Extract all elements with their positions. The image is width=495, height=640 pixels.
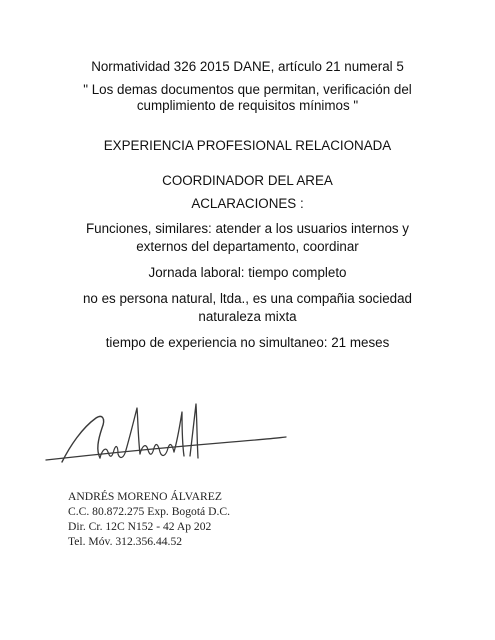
experience-time: tiempo de experiencia no simultaneo: 21 meses [105, 335, 390, 350]
functions-line-2: externos del departamento, coordinar [136, 239, 359, 254]
entity-line-1: no es persona natural, ltda., es una compañia sociedad [82, 291, 413, 306]
position-title: COORDINADOR DEL AREA [162, 173, 333, 188]
entity-line-2: naturaleza mixta [198, 309, 297, 324]
regulation-reference: Normatividad 326 2015 DANE, artículo 21 numeral 5 [91, 59, 404, 74]
regulation-quote-line-1: " Los demas documentos que permitan, verificación del [83, 82, 412, 97]
section-title: EXPERIENCIA PROFESIONAL RELACIONADA [103, 138, 392, 153]
regulation-quote-line-2: cumplimiento de requisitos mínimos " [136, 98, 359, 113]
functions-line-1: Funciones, similares: atender a los usuarios internos y [85, 221, 410, 236]
signer-id: C.C. 80.872.275 Exp. Bogotá D.C. [68, 505, 230, 518]
signer-phone: Tel. Móv. 312.356.44.52 [68, 535, 183, 548]
clarifications-title: ACLARACIONES : [191, 196, 304, 211]
signer-name: ANDRÉS MORENO ÁLVAREZ [68, 490, 222, 503]
signer-address: Dir. Cr. 12C N152 - 42 Ap 202 [68, 520, 212, 533]
workday-text: Jornada laboral: tiempo completo [148, 265, 347, 280]
handwritten-signature [40, 396, 290, 476]
